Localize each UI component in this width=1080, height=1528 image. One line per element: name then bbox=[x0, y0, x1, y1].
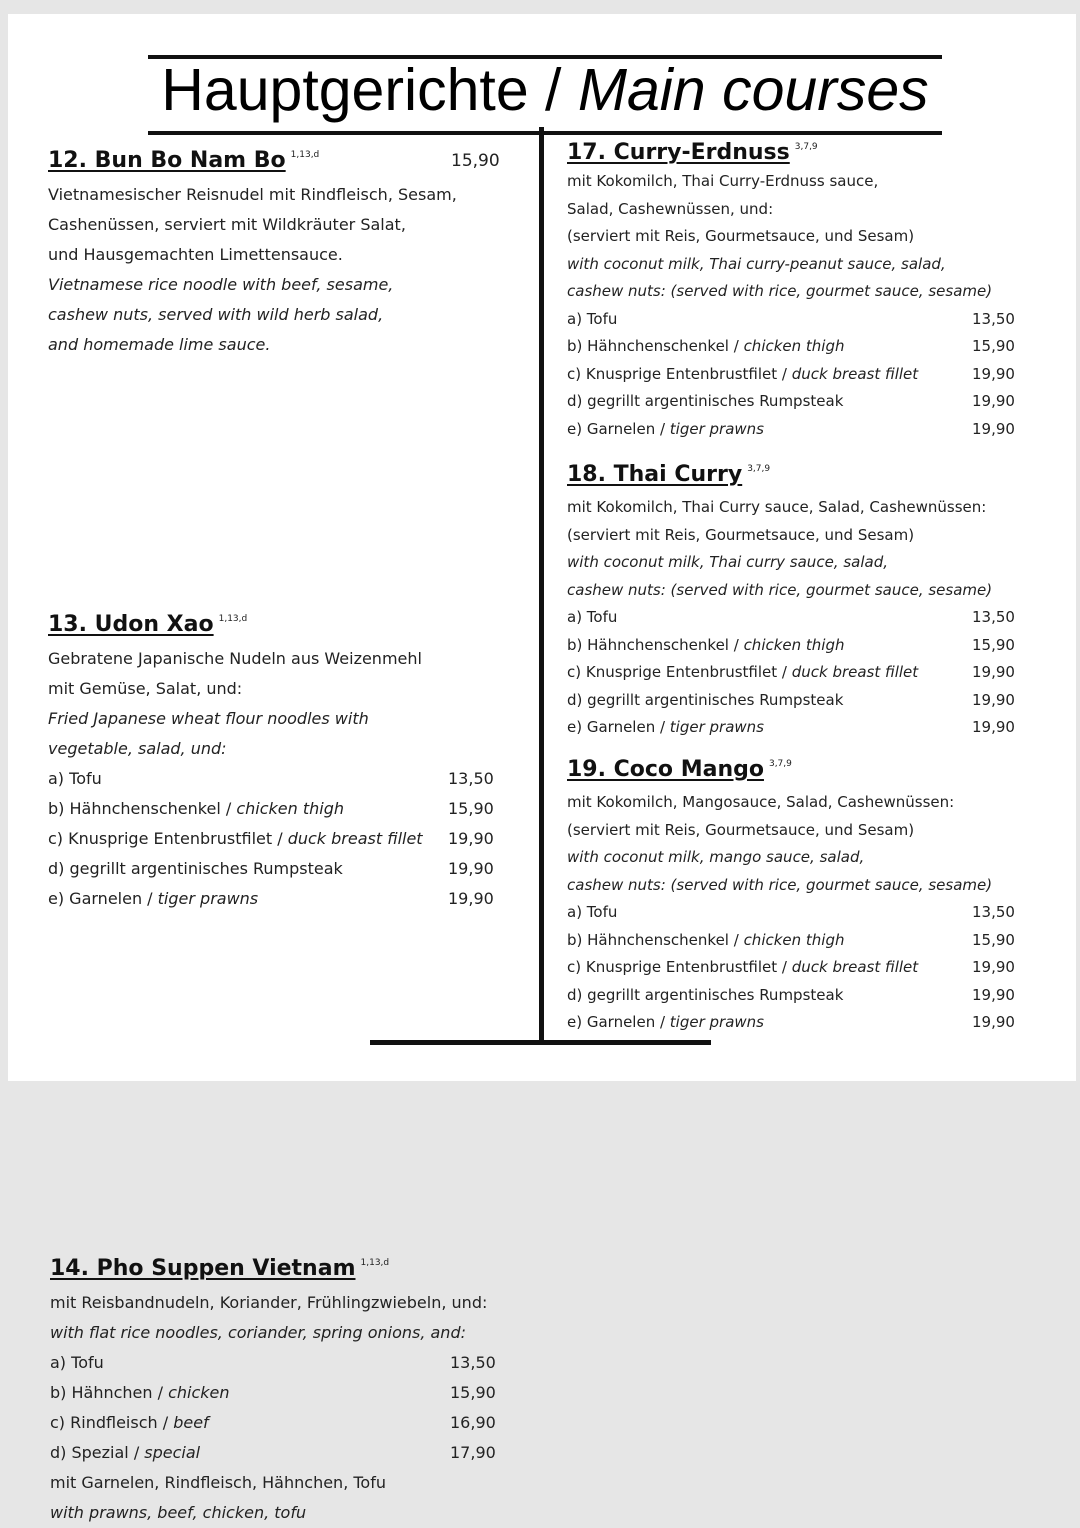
allergen-codes: 3,7,9 bbox=[747, 464, 771, 474]
bottom-rule bbox=[370, 1040, 711, 1045]
menu-item-19 bbox=[567, 755, 1027, 1037]
option-label: c) Knusprige Entenbrustfilet / bbox=[567, 663, 792, 681]
option-row bbox=[567, 899, 1027, 927]
option-label-english: duck breast fillet bbox=[791, 958, 919, 976]
description-line: cashew nuts: (served with rice, gourmet sauce, sesame) bbox=[567, 282, 993, 300]
option-label: b) Hähnchenschenkel / bbox=[567, 635, 744, 654]
option-label: e) Garnelen / bbox=[48, 889, 158, 908]
menu-item-13 bbox=[48, 610, 508, 914]
option-label-english: duck breast fillet bbox=[287, 829, 423, 848]
option-row bbox=[567, 659, 1027, 687]
option-row bbox=[50, 1408, 530, 1438]
option-price: 13,50 bbox=[972, 608, 1015, 626]
option-row bbox=[567, 333, 1027, 361]
description-line: Vietnamesischer Reisnudel mit Rindfleisch, Sesam, bbox=[48, 185, 457, 204]
description-line: mit Garnelen, Rindfleisch, Hähnchen, Tofu bbox=[50, 1473, 386, 1492]
description-line: Cashenüssen, serviert mit Wildkräuter Salat, bbox=[48, 215, 406, 234]
option-row bbox=[567, 714, 1027, 742]
option-price: 15,90 bbox=[972, 930, 1015, 949]
option-label-english: tiger prawns bbox=[669, 718, 765, 736]
description-line: Fried Japanese wheat flour noodles with bbox=[48, 709, 369, 728]
option-label: b) Hähnchenschenkel / bbox=[567, 930, 744, 949]
description-line: vegetable, salad, und: bbox=[48, 739, 227, 758]
menu-item-18 bbox=[567, 460, 1027, 742]
option-label: e) Garnelen / bbox=[567, 1013, 670, 1031]
option-row bbox=[567, 416, 1027, 444]
option-price: 13,50 bbox=[972, 309, 1015, 328]
dish-heading: 18. Thai Curry 3,7,9 bbox=[567, 460, 742, 490]
option-row bbox=[567, 927, 1027, 955]
option-label: d) gegrillt argentinisches Rumpsteak bbox=[567, 690, 844, 709]
description-line: mit Kokomilch, Thai Curry sauce, Salad, Cashewnüssen: bbox=[567, 498, 987, 516]
option-row bbox=[567, 687, 1027, 715]
option-price: 19,90 bbox=[972, 663, 1015, 681]
description-line: mit Kokomilch, Mangosauce, Salad, Cashewnüssen: bbox=[567, 793, 955, 811]
option-row bbox=[567, 982, 1027, 1010]
option-label-english: chicken thigh bbox=[236, 799, 344, 818]
allergen-codes: 3,7,9 bbox=[768, 759, 792, 769]
dish-heading: 19. Coco Mango 3,7,9 bbox=[567, 755, 764, 785]
option-price: 19,90 bbox=[972, 419, 1015, 438]
option-row bbox=[50, 1438, 530, 1468]
option-label-english: special bbox=[144, 1443, 201, 1462]
option-price: 13,50 bbox=[972, 903, 1015, 921]
description-line: with coconut milk, Thai curry sauce, salad, bbox=[567, 553, 888, 571]
option-price: 13,50 bbox=[450, 1353, 496, 1372]
option-price: 15,90 bbox=[450, 1383, 496, 1402]
option-price: 15,90 bbox=[972, 337, 1015, 355]
description-line: Salad, Cashewnüssen, und: bbox=[567, 199, 774, 218]
option-label: b) Hähnchen / bbox=[50, 1383, 169, 1402]
option-label-english: chicken thigh bbox=[743, 635, 845, 654]
option-price: 19,90 bbox=[448, 889, 494, 908]
description-line: mit Gemüse, Salat, und: bbox=[48, 679, 243, 698]
description-line: und Hausgemachten Limettensauce. bbox=[48, 245, 343, 264]
option-label: b) Hähnchenschenkel / bbox=[48, 799, 237, 818]
description-line: mit Reisbandnudeln, Koriander, Frühlingzwiebeln, und: bbox=[50, 1293, 488, 1312]
allergen-codes: 1,13,d bbox=[360, 1258, 390, 1268]
option-label-english: chicken thigh bbox=[743, 337, 845, 355]
option-price: 19,90 bbox=[972, 1013, 1015, 1031]
option-label: c) Knusprige Entenbrustfilet / bbox=[48, 829, 288, 848]
option-label-english: duck breast fillet bbox=[791, 364, 919, 383]
description-line: mit Kokomilch, Thai Curry-Erdnuss sauce, bbox=[567, 172, 879, 190]
option-price: 19,90 bbox=[972, 364, 1015, 383]
description-line: with prawns, beef, chicken, tofu bbox=[50, 1503, 307, 1522]
option-label: c) Knusprige Entenbrustfilet / bbox=[567, 364, 792, 383]
description-line: and homemade lime sauce. bbox=[48, 335, 271, 354]
option-row bbox=[567, 1009, 1027, 1037]
option-label-english: beef bbox=[173, 1413, 209, 1432]
option-label: d) gegrillt argentinisches Rumpsteak bbox=[567, 392, 844, 410]
option-row bbox=[567, 361, 1027, 389]
option-price: 16,90 bbox=[450, 1413, 496, 1432]
option-row bbox=[48, 854, 508, 884]
description-line: (serviert mit Reis, Gourmetsauce, und Sesam) bbox=[567, 227, 915, 245]
menu-item-14 bbox=[50, 1254, 530, 1528]
option-price: 19,90 bbox=[972, 718, 1015, 736]
option-label: d) gegrillt argentinisches Rumpsteak bbox=[567, 985, 844, 1004]
option-row bbox=[567, 388, 1027, 416]
option-label: a) Tofu bbox=[567, 608, 618, 626]
option-label: d) gegrillt argentinisches Rumpsteak bbox=[48, 859, 343, 878]
option-label: d) Spezial / bbox=[50, 1443, 145, 1462]
option-price: 19,90 bbox=[972, 958, 1015, 976]
description-line: cashew nuts, served with wild herb salad, bbox=[48, 305, 384, 324]
option-price: 15,90 bbox=[972, 635, 1015, 654]
allergen-codes: 3,7,9 bbox=[794, 142, 818, 152]
option-row bbox=[50, 1348, 530, 1378]
option-row bbox=[48, 884, 508, 914]
menu-item-17 bbox=[567, 138, 1027, 443]
dish-heading: 13. Udon Xao 1,13,d bbox=[48, 610, 214, 640]
description-line: with coconut milk, mango sauce, salad, bbox=[567, 848, 865, 866]
option-price: 19,90 bbox=[972, 690, 1015, 709]
option-price: 17,90 bbox=[450, 1443, 496, 1462]
option-row bbox=[567, 306, 1027, 334]
dish-heading: 17. Curry-Erdnuss 3,7,9 bbox=[567, 138, 790, 168]
option-price: 19,90 bbox=[448, 859, 494, 878]
option-label: a) Tofu bbox=[50, 1353, 104, 1372]
menu-item-12 bbox=[48, 146, 508, 360]
title-english: Main courses bbox=[577, 57, 929, 123]
allergen-codes: 1,13,d bbox=[290, 150, 320, 160]
description-line: Vietnamese rice noodle with beef, sesame, bbox=[48, 275, 394, 294]
description-line: (serviert mit Reis, Gourmetsauce, und Sesam) bbox=[567, 525, 915, 544]
option-label: c) Knusprige Entenbrustfilet / bbox=[567, 958, 792, 976]
option-label-english: chicken thigh bbox=[743, 930, 845, 949]
option-price: 13,50 bbox=[448, 769, 494, 788]
option-row bbox=[567, 954, 1027, 982]
option-price: 15,90 bbox=[448, 799, 494, 818]
option-label-english: duck breast fillet bbox=[791, 663, 919, 681]
option-row bbox=[567, 632, 1027, 660]
option-label: c) Rindfleisch / bbox=[50, 1413, 174, 1432]
title-german: Hauptgerichte / bbox=[161, 57, 578, 123]
option-price: 19,90 bbox=[972, 392, 1015, 410]
option-label: e) Garnelen / bbox=[567, 718, 670, 736]
description-line: (serviert mit Reis, Gourmetsauce, und Sesam) bbox=[567, 820, 915, 839]
option-row bbox=[48, 794, 508, 824]
option-label-english: tiger prawns bbox=[669, 419, 765, 438]
description-line: Gebratene Japanische Nudeln aus Weizenmehl bbox=[48, 649, 422, 668]
dish-price: 15,90 bbox=[451, 151, 500, 171]
option-label-english: tiger prawns bbox=[669, 1013, 765, 1031]
option-row bbox=[48, 824, 508, 854]
dish-heading: 12. Bun Bo Nam Bo 1,13,d bbox=[48, 146, 286, 176]
option-row bbox=[50, 1378, 530, 1408]
option-price: 19,90 bbox=[972, 985, 1015, 1004]
allergen-codes: 1,13,d bbox=[218, 614, 248, 624]
description-line: with flat rice noodles, coriander, spring onions, and: bbox=[50, 1323, 466, 1342]
page-title bbox=[148, 55, 942, 135]
option-label: b) Hähnchenschenkel / bbox=[567, 337, 744, 355]
option-label-english: tiger prawns bbox=[157, 889, 259, 908]
column-divider bbox=[539, 127, 544, 1043]
option-price: 19,90 bbox=[448, 829, 494, 848]
dish-heading: 14. Pho Suppen Vietnam 1,13,d bbox=[50, 1254, 356, 1284]
option-label: a) Tofu bbox=[567, 903, 618, 921]
option-row bbox=[567, 604, 1027, 632]
option-label-english: chicken bbox=[168, 1383, 230, 1402]
description-line: with coconut milk, Thai curry-peanut sauce, salad, bbox=[567, 254, 946, 273]
option-label: e) Garnelen / bbox=[567, 419, 670, 438]
option-row bbox=[48, 764, 508, 794]
option-label: a) Tofu bbox=[48, 769, 102, 788]
description-line: cashew nuts: (served with rice, gourmet sauce, sesame) bbox=[567, 875, 993, 894]
option-label: a) Tofu bbox=[567, 309, 618, 328]
description-line: cashew nuts: (served with rice, gourmet sauce, sesame) bbox=[567, 580, 993, 599]
menu-page bbox=[8, 14, 1076, 1522]
